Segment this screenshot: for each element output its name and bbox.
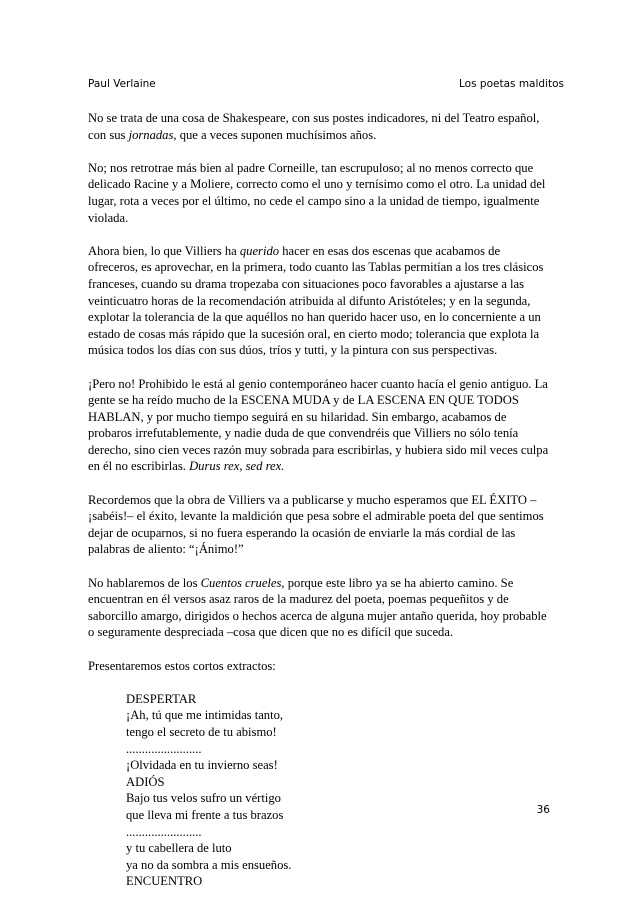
- poem-line: tengo el secreto de tu abismo!: [126, 724, 277, 739]
- body-paragraph: [88, 243, 552, 359]
- paragraph-text: No; nos retrotrae más bien al padre Corneille, tan escrupuloso; al no menos correcto que delicado Racine y a Moliere, correcto como el uno y ternísimo como el otro. La unidad del lugar, rota a veces por el último, no cede el campo sino a la unidad de tiempo, igualmente violada.: [88, 160, 546, 225]
- poem-line: DESPERTAR: [126, 691, 197, 706]
- poem-line: y tu cabellera de luto: [126, 841, 232, 856]
- poem-line: ENCUENTRO: [126, 874, 203, 889]
- italic-text: Cuentos crueles: [200, 575, 282, 590]
- header-author: Paul Verlaine: [88, 78, 156, 90]
- paragraph-text: No se trata de una cosa de Shakespeare, con sus postes indicadores, ni del Teatro español, con sus: [88, 111, 540, 142]
- poem-line: ........................: [126, 824, 202, 839]
- body-paragraph: [88, 658, 552, 675]
- poem-line: Bajo tus velos sufro un vértigo: [126, 791, 281, 806]
- paragraph-text: No hablaremos de los: [88, 575, 201, 590]
- paragraph-text: Presentaremos estos cortos extractos:: [88, 658, 276, 673]
- poem-line: ya no da sombra a mis ensueños.: [126, 857, 292, 872]
- paragraph-text: hacer en esas dos escenas que acabamos de ofreceros, es aprovechar, en la primera, todo cuanto las Tablas permitían a los tres clásicos franceses, cuando su drama tropezaba con situaciones poco favorables a ajustarse a las veinticuatro horas de la recomendación atribuida al difunto Aristóteles; y en la segunda, explotar la tolerancia de la que aquéllos no han querido hacer uso, en lo concerniente a un estado de cosas más rápido que la sucesión oral, en cierto modo; tolerancia que explota la música todos los días con sus dúos, tríos y tutti, y la pintura con sus perspectivas.: [88, 243, 544, 358]
- paragraph-list: [88, 110, 552, 674]
- body-paragraph: [88, 376, 552, 476]
- paragraph-text: Ahora bien, lo que Villiers ha: [88, 243, 240, 258]
- poem-line: ¡Ah, tú que me intimidas tanto,: [126, 708, 284, 723]
- poem-line: ........................: [126, 741, 202, 756]
- body-paragraph: [88, 160, 552, 226]
- poem-excerpt: [126, 691, 552, 890]
- poem-line: ¡Olvidada en tu invierno seas!: [126, 758, 278, 773]
- body-paragraph: [88, 492, 552, 558]
- italic-text: jornadas: [128, 127, 174, 142]
- body-paragraph: [88, 575, 552, 641]
- poem-line: que lleva mi frente a tus brazos: [126, 807, 284, 822]
- italic-text: Durus rex, sed rex.: [189, 459, 285, 474]
- header-book-title: Los poetas malditos: [459, 78, 564, 90]
- paragraph-text: Recordemos que la obra de Villiers va a publicarse y mucho esperamos que EL ÉXITO – ¡sabéis!– el éxito, levante la maldición que pesa sobre el admirable poeta del que sentimos dejar de ocuparnos, si no fuera esperando la ocasión de enviarle la más cordial de las palabras de aliento: “¡Ánimo!”: [88, 492, 544, 557]
- page-number: 36: [536, 804, 550, 816]
- paragraph-text: , que a veces suponen muchísimos años.: [173, 127, 377, 142]
- paragraph-text: , porque este libro ya se ha abierto camino. Se encuentran en él versos asaz raros de la madurez del poeta, poemas pequeñitos y de saborcillo amargo, dirigidos o hechos acerca de alguna mujer antaño querida, hoy probable o seguramente despreciada –cosa que dicen que no es difícil que suceda.: [88, 575, 547, 640]
- page-body: [88, 110, 552, 890]
- paragraph-text: ¡Pero no! Prohibido le está al genio contemporáneo hacer cuanto hacía el genio antiguo. La gente se ha reído mucho de la ESCENA MUDA y de LA ESCENA EN QUE TODOS HABLAN, y por mucho tiempo seguirá en su hilaridad. Sin embargo, acabamos de probaros irrefutablemente, y nadie duda de que convendréis que Villiers no sólo tenía derecho, sino cien veces razón muy sobrada para escribirlas, y hubiera sido mil veces culpa en él no escribirlas.: [88, 376, 549, 474]
- poem-line: ADIÓS: [126, 774, 165, 789]
- italic-text: querido: [239, 243, 280, 258]
- body-paragraph: [88, 110, 552, 143]
- running-header: [88, 77, 564, 91]
